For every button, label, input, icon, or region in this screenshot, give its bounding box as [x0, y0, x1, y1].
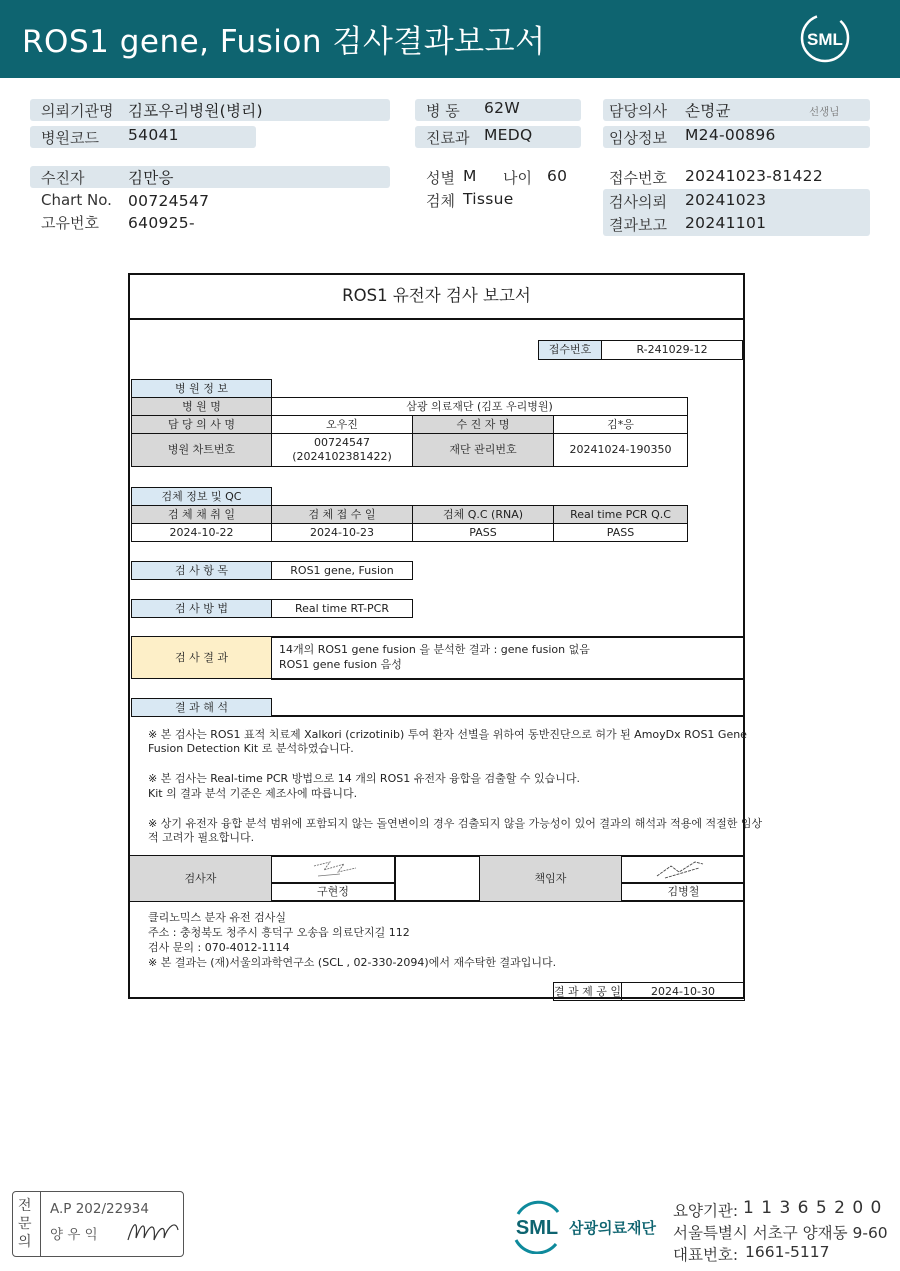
clinical-info-label: 임상정보 [609, 129, 667, 147]
age-label: 나이 [503, 169, 532, 187]
interp-3b: 적 고려가 필요합니다. [148, 831, 255, 844]
responsible-label: 책임자 [480, 856, 622, 901]
tester-sign-line [272, 882, 394, 884]
patient-name-label: 수 진 자 명 [412, 415, 554, 434]
stamp-ap: A.P 202/22934 [50, 1201, 149, 1217]
interpretation-label: 결 과 해 석 [131, 698, 272, 717]
chart-number-sub: (2024102381422) [292, 450, 392, 463]
phone-value: 1661-5117 [745, 1243, 830, 1261]
request-date-label: 검사의뢰 [609, 193, 667, 211]
result-line-1: 14개의 ROS1 gene fusion 을 분석한 결과 : gene fusion 없음 [279, 643, 590, 656]
brand-name: 삼광의료재단 [569, 1219, 656, 1237]
stamp-signature [124, 1210, 182, 1250]
report-date-value: 20241101 [685, 214, 767, 232]
stamp-name: 양 우 익 [50, 1227, 98, 1243]
doctor-label: 담당의사 [609, 102, 667, 120]
tester-signature [310, 858, 360, 882]
lab-address: 주소 : 충청북도 청주시 흥덕구 오송읍 의료단지길 112 [148, 926, 410, 939]
stamp-side-label: 전문의 [18, 1198, 32, 1250]
sex-value: M [463, 167, 477, 185]
chart-number-cell [271, 433, 413, 467]
interp-1b: Fusion Detection Kit 로 분석하였습니다. [148, 742, 354, 755]
tester-label: 검사자 [130, 856, 272, 901]
sex-label: 성별 [426, 169, 455, 187]
test-result-label: 검 사 결 과 [131, 636, 272, 679]
unique-no-label: 고유번호 [41, 214, 99, 232]
unique-no-value: 640925- [128, 214, 195, 232]
patient-label: 수진자 [41, 169, 85, 187]
receipt-value: R-241029-12 [602, 340, 743, 360]
report-date-label: 결과보고 [609, 216, 667, 234]
qc-rna-value: PASS [412, 523, 554, 542]
result-line-2: ROS1 gene fusion 음성 [279, 658, 402, 671]
qc-rna-header: 검체 Q.C (RNA) [412, 505, 554, 524]
department-label: 진료과 [426, 129, 470, 147]
hospital-code-value: 54041 [128, 126, 179, 144]
doctor-suffix: 선생님 [809, 106, 840, 118]
institution-value: 김포우리병원(병리) [128, 102, 263, 120]
svg-text:SML: SML [515, 1217, 559, 1239]
qc-pcr-value: PASS [553, 523, 688, 542]
provide-date-value: 2024-10-30 [621, 982, 745, 1001]
hospital-code-label: 병원코드 [41, 129, 99, 147]
result-bottom-line [271, 678, 745, 680]
receipt-no-label: 접수번호 [609, 169, 667, 187]
interp-2b: Kit 의 결과 분석 기준은 제조사에 따릅니다. [148, 787, 358, 800]
ward-label: 병 동 [426, 102, 460, 120]
clinical-info-value: M24-00896 [685, 126, 776, 144]
brand-address: 서울특별시 서초구 양재동 9-60 [673, 1224, 888, 1242]
provide-date-label: 결 과 제 공 일 [553, 982, 622, 1001]
responsible-name: 김병철 [667, 885, 700, 898]
receive-date-header: 검 체 접 수 일 [271, 505, 413, 524]
interp-3a: ※ 상기 유전자 융합 분석 범위에 포함되지 않는 돌연변이의 경우 검출되지 않을 가능성이 있어 결과의 해석과 적용에 적절한 임상 [148, 817, 763, 830]
tester-name: 구현정 [317, 885, 349, 898]
report-title: ROS1 유전자 검사 보고서 [342, 286, 531, 305]
lab-note: ※ 본 결과는 (재)서울의과학연구소 (SCL , 02-330-2094)에서 재수탁한 결과입니다. [148, 956, 557, 969]
institution-label: 의뢰기관명 [41, 102, 114, 120]
specimen-section-label: 검체 정보 및 QC [131, 487, 272, 506]
request-date-value: 20241023 [685, 191, 767, 209]
age-value: 60 [547, 167, 568, 185]
patient-value: 김만응 [128, 169, 174, 187]
facility-code-value: 1 1 3 6 5 2 0 0 [743, 1198, 883, 1218]
specimen-label: 검체 [426, 192, 455, 210]
chart-number-label: 병원 차트번호 [131, 433, 272, 467]
lab-name: 클리노믹스 분자 유전 검사실 [148, 911, 287, 924]
result-top-line [271, 636, 745, 638]
doctor-name-value: 오우진 [271, 415, 413, 434]
receipt-label: 접수번호 [538, 340, 602, 360]
test-method-label: 검 사 방 법 [131, 599, 272, 618]
test-item-value: ROS1 gene, Fusion [271, 561, 413, 580]
interp-2a: ※ 본 검사는 Real-time PCR 방법으로 14 개의 ROS1 유전자 융합을 검출할 수 있습니다. [148, 772, 580, 785]
ward-value: 62W [484, 99, 520, 117]
hospital-name-label: 병 원 명 [131, 397, 272, 416]
department-value: MEDQ [484, 126, 533, 144]
interp-1a: ※ 본 검사는 ROS1 표적 치료제 Xalkori (crizotinib) 투여 환자 선별을 위하여 동반진단으로 허가 된 AmoyDx ROS1 Gene [148, 728, 747, 741]
lab-contact: 검사 문의 : 070-4012-1114 [148, 941, 290, 954]
sml-brand-logo [508, 1200, 566, 1254]
doctor-name-label: 담 당 의 사 명 [131, 415, 272, 434]
hospital-name-value: 삼광 의료재단 (김포 우리병원) [271, 397, 688, 416]
doctor-value: 손명균 [685, 102, 731, 120]
mgmt-number-value: 20241024-190350 [553, 433, 688, 467]
stamp-divider [40, 1192, 41, 1256]
interpretation-line [271, 715, 745, 717]
sml-logo [800, 13, 850, 63]
chart-no-value: 00724547 [128, 192, 210, 210]
qc-pcr-header: Real time PCR Q.C [553, 505, 688, 524]
title-divider [128, 318, 745, 320]
responsible-sign-line [622, 882, 745, 884]
specimen-value: Tissue [463, 190, 514, 208]
chart-number-value: 00724547 [314, 436, 370, 450]
hospital-section-label: 병 원 정 보 [131, 379, 272, 398]
patient-name-value: 김*응 [553, 415, 688, 434]
receipt-no-value: 20241023-81422 [685, 167, 823, 185]
chart-no-label: Chart No. [41, 191, 112, 209]
phone-label: 대표번호: [673, 1246, 739, 1264]
facility-code-label: 요양기관: [673, 1202, 739, 1220]
mgmt-number-label: 재단 관리번호 [412, 433, 554, 467]
svg-text:SML: SML [807, 30, 843, 49]
collect-date-header: 검 체 채 취 일 [131, 505, 272, 524]
collect-date-value: 2024-10-22 [131, 523, 272, 542]
receive-date-value: 2024-10-23 [271, 523, 413, 542]
sig-divider-1 [394, 856, 396, 901]
test-item-label: 검 사 항 목 [131, 561, 272, 580]
responsible-signature [655, 858, 707, 882]
page-title: ROS1 gene, Fusion 검사결과보고서 [22, 24, 546, 60]
test-method-value: Real time RT-PCR [271, 599, 413, 618]
